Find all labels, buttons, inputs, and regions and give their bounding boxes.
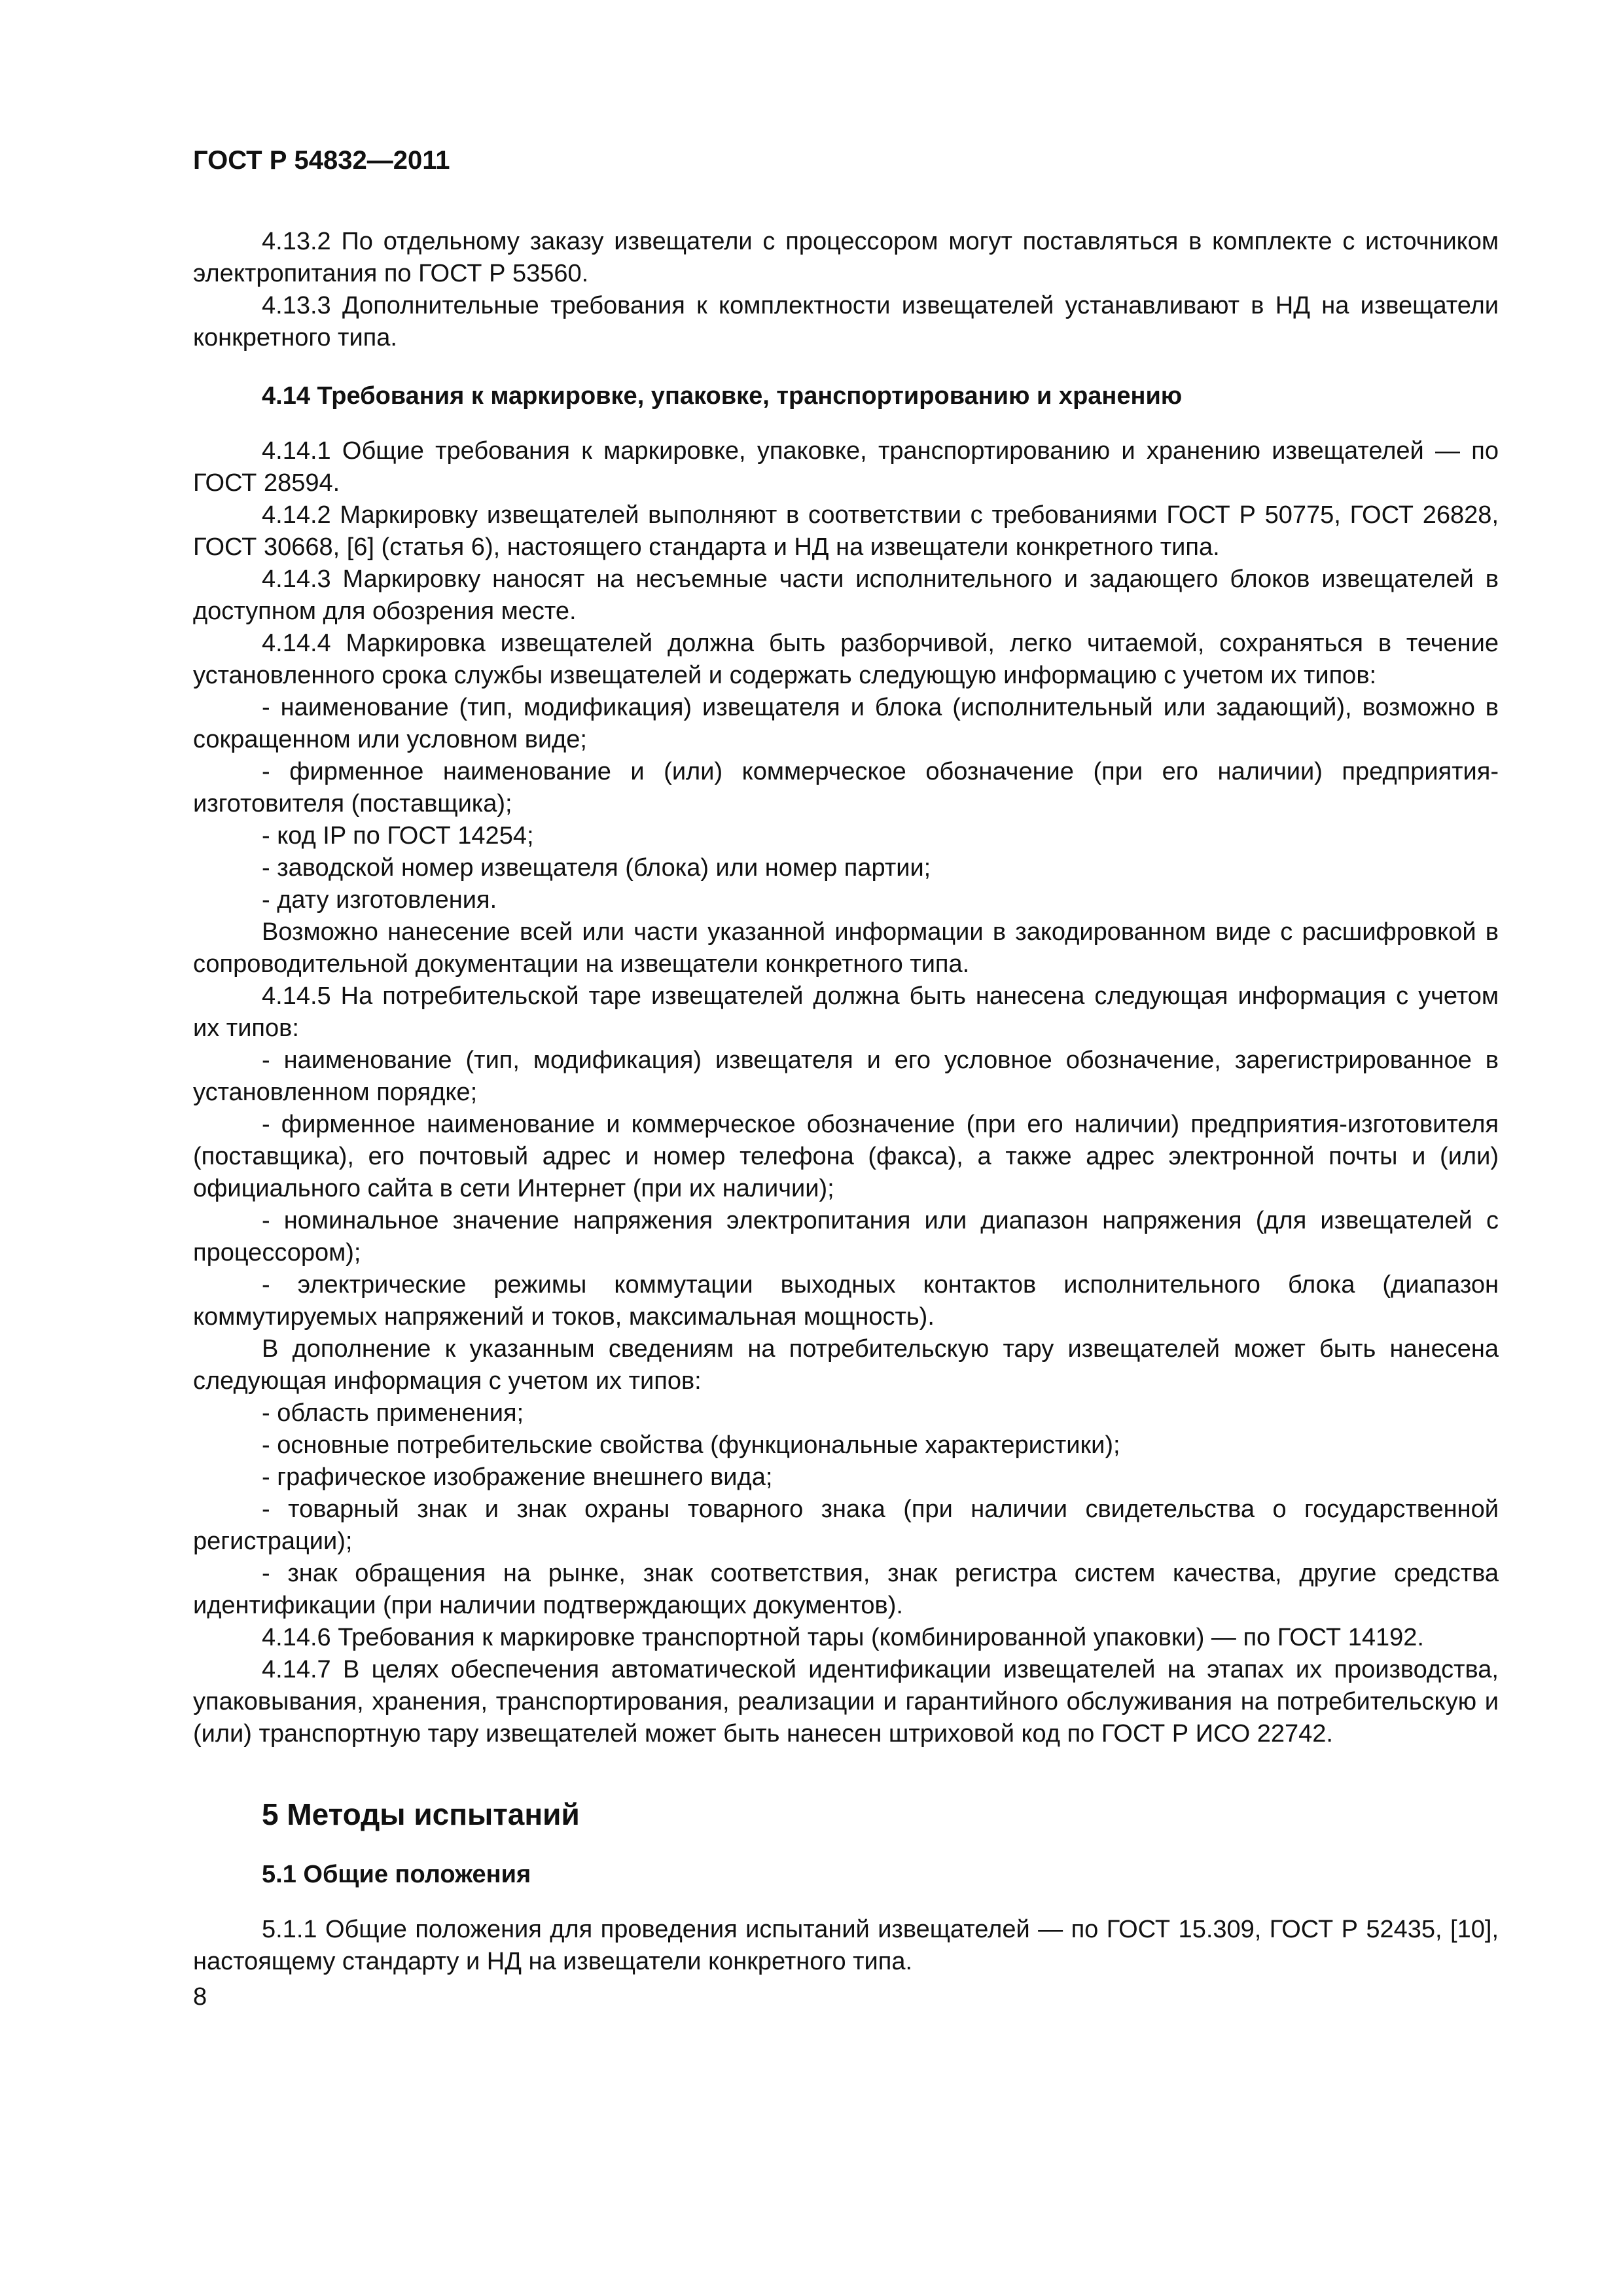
subsection-heading-4-14: 4.14 Требования к маркировке, упаковке, транспортированию и хранению (262, 382, 1183, 410)
list-item: - фирменное наименование и (или) коммерческое обозначение (при его наличии) предприятия-изготовителя (поставщика); (193, 758, 1499, 817)
list-item: - знак обращения на рынке, знак соответствия, знак регистра систем качества, другие средства идентификации (при наличии подтверждающих документов). (193, 1560, 1499, 1619)
document-code-header: ГОСТ Р 54832—2011 (193, 146, 450, 175)
paragraph: 4.14.3 Маркировку наносят на несъемные части исполнительного и задающего блоков извещателей в доступном для обозрения месте. (193, 565, 1499, 625)
list-item: - наименование (тип, модификация) извещателя и блока (исполнительный или задающий), возможно в сокращенном или условном виде; (193, 694, 1499, 753)
list-item: - дату изготовления. (262, 886, 497, 914)
list-item: - фирменное наименование и коммерческое обозначение (при его наличии) предприятия-изготовителя (поставщика), его почтовый адрес и номер телефона (факса), а также адрес электронной почты и (или) официального сайта в сети Интернет (при их наличии); (193, 1111, 1499, 1202)
list-item: - товарный знак и знак охраны товарного знака (при наличии свидетельства о государственной регистрации); (193, 1496, 1499, 1555)
paragraph: 4.14.5 На потребительской таре извещателей должна быть нанесена следующая информация с учетом их типов: (193, 982, 1499, 1042)
clause-4-13-block (193, 226, 1499, 354)
list-item: - заводской номер извещателя (блока) или номер партии; (262, 854, 931, 882)
subsection-heading-5-1: 5.1 Общие положения (262, 1861, 531, 1888)
paragraph: 4.13.3 Дополнительные требования к комплектности извещателей устанавливают в НД на извещатели конкретного типа. (193, 292, 1499, 351)
list-item: - номинальное значение напряжения электропитания или диапазон напряжения (для извещателей с процессором); (193, 1207, 1499, 1266)
paragraph: 4.14.4 Маркировка извещателей должна быть разборчивой, легко читаемой, сохраняться в течение установленного срока службы извещателей и содержать следующую информацию с учетом их типов: (193, 630, 1499, 689)
page-number: 8 (193, 1983, 207, 2011)
list-item: - наименование (тип, модификация) извещателя и его условное обозначение, зарегистрированное в установленном порядке; (193, 1047, 1499, 1106)
list-item: - графическое изображение внешнего вида; (262, 1463, 773, 1491)
clause-5-1-block (193, 1914, 1499, 1978)
list-item: - область применения; (262, 1399, 524, 1427)
paragraph: 4.14.1 Общие требования к маркировке, упаковке, транспортированию и хранению извещателей — по ГОСТ 28594. (193, 437, 1499, 497)
paragraph: 4.14.6 Требования к маркировке транспортной тары (комбинированной упаковки) — по ГОСТ 14192. (262, 1624, 1424, 1651)
paragraph: В дополнение к указанным сведениям на потребительскую тару извещателей может быть нанесена следующая информация с учетом их типов: (193, 1335, 1499, 1395)
list-item: - электрические режимы коммутации выходных контактов исполнительного блока (диапазон коммутируемых напряжений и токов, максимальная мощность). (193, 1271, 1499, 1331)
clause-4-14-block (193, 435, 1499, 1750)
document-page (193, 144, 1499, 2238)
section-heading-5: 5 Методы испытаний (262, 1797, 580, 1831)
list-item: - код IP по ГОСТ 14254; (262, 822, 534, 850)
list-item: - основные потребительские свойства (функциональные характеристики); (262, 1431, 1120, 1459)
paragraph: 4.13.2 По отдельному заказу извещатели с процессором могут поставляться в комплекте с источником электропитания по ГОСТ Р 53560. (193, 228, 1499, 287)
paragraph: 4.14.7 В целях обеспечения автоматической идентификации извещателей на этапах их производства, упаковывания, хранения, транспортирования, реализации и гарантийного обслуживания на потребительскую и (или) транспортную тару извещателей может быть нанесен штриховой код по ГОСТ Р ИСО 22742. (193, 1656, 1499, 1748)
paragraph: 5.1.1 Общие положения для проведения испытаний извещателей — по ГОСТ 15.309, ГОСТ Р 52435, [10], настоящему стандарту и НД на извещатели конкретного типа. (193, 1916, 1499, 1975)
paragraph: Возможно нанесение всей или части указанной информации в закодированном виде с расшифровкой в сопроводительной документации на извещатели конкретного типа. (193, 918, 1499, 978)
paragraph: 4.14.2 Маркировку извещателей выполняют в соответствии с требованиями ГОСТ Р 50775, ГОСТ 26828, ГОСТ 30668, [6] (статья 6), настоящего стандарта и НД на извещатели конкретного типа. (193, 501, 1499, 561)
